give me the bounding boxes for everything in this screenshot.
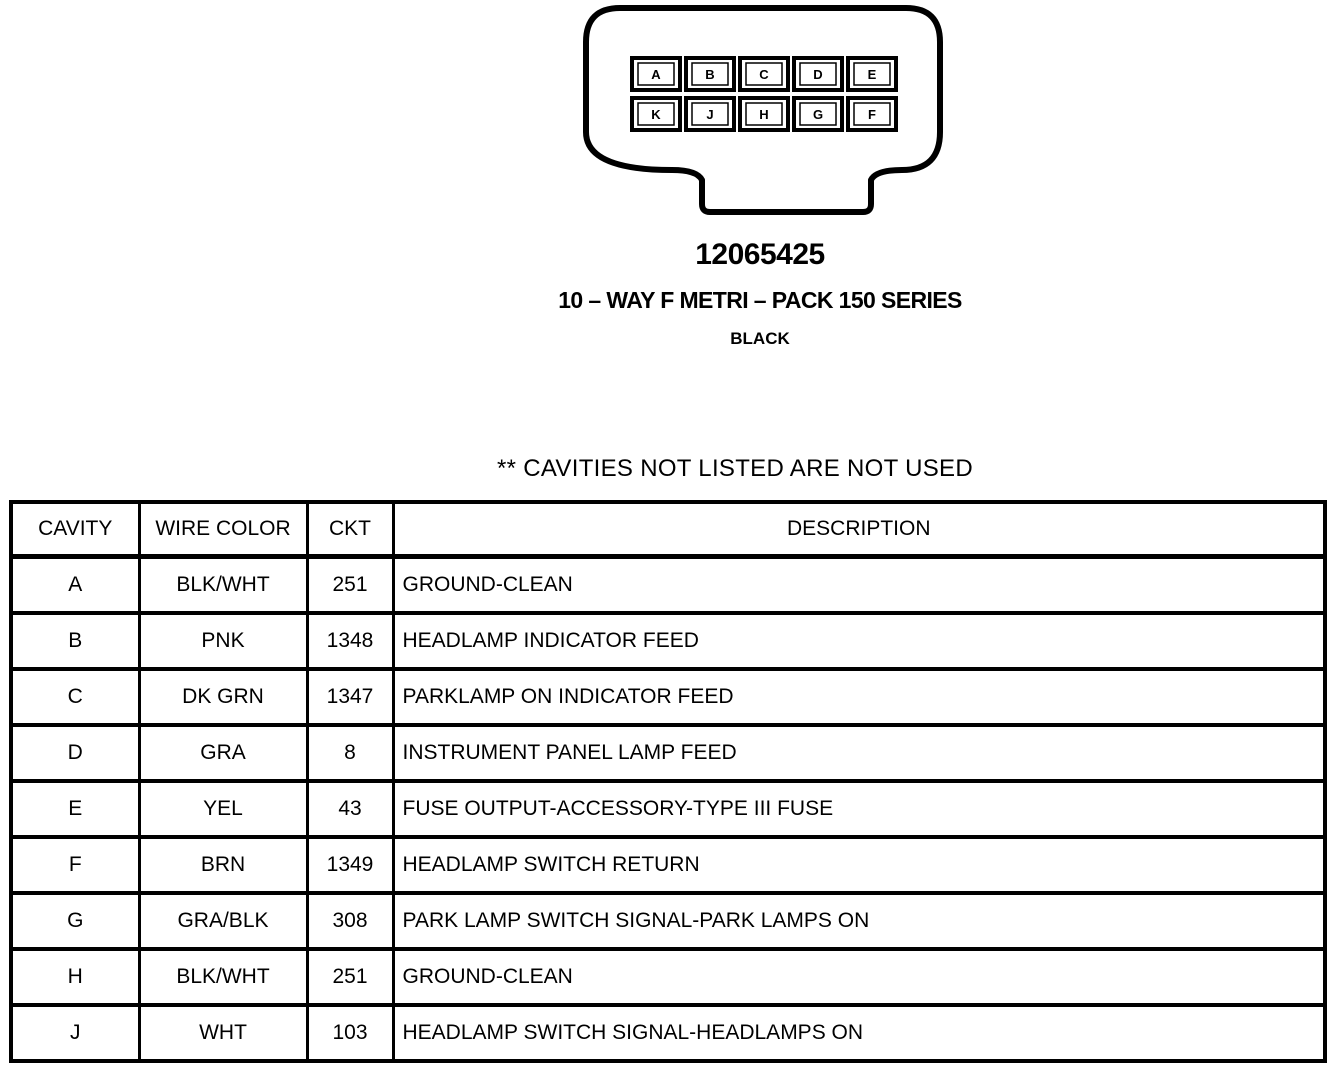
cell-wire-color: PNK [139, 613, 307, 669]
cavity-label: K [651, 107, 661, 122]
cell-ckt: 251 [307, 557, 393, 614]
cell-cavity: B [11, 613, 139, 669]
cell-wire-color: BLK/WHT [139, 557, 307, 614]
cavity-label: A [651, 67, 661, 82]
cell-ckt: 1348 [307, 613, 393, 669]
connector-diagram [580, 4, 946, 218]
cavity-label: H [759, 107, 769, 122]
cavity-label: B [705, 67, 715, 82]
header-description: DESCRIPTION [393, 502, 1325, 557]
cell-wire-color: DK GRN [139, 669, 307, 725]
table-row [11, 837, 1325, 893]
cell-description: PARK LAMP SWITCH SIGNAL-PARK LAMPS ON [393, 893, 1325, 949]
cell-cavity: J [11, 1005, 139, 1061]
table-row [11, 725, 1325, 781]
unused-cavities-note: ** CAVITIES NOT LISTED ARE NOT USED [497, 455, 973, 482]
cavity-label: F [868, 107, 876, 122]
cell-wire-color: BLK/WHT [139, 949, 307, 1005]
cell-wire-color: BRN [139, 837, 307, 893]
table-header-row [11, 502, 1325, 557]
cell-ckt: 1347 [307, 669, 393, 725]
cell-ckt: 43 [307, 781, 393, 837]
cell-description: GROUND-CLEAN [393, 557, 1325, 614]
header-wire-color: WIRE COLOR [139, 502, 307, 557]
cavity-label: C [759, 67, 769, 82]
cell-cavity: C [11, 669, 139, 725]
table-row [11, 1005, 1325, 1061]
cell-description: PARKLAMP ON INDICATOR FEED [393, 669, 1325, 725]
cell-cavity: H [11, 949, 139, 1005]
cell-ckt: 251 [307, 949, 393, 1005]
part-number: 12065425 [695, 238, 825, 271]
cavity-label: J [706, 107, 714, 122]
cell-description: HEADLAMP INDICATOR FEED [393, 613, 1325, 669]
cell-description: FUSE OUTPUT-ACCESSORY-TYPE III FUSE [393, 781, 1325, 837]
table-row [11, 893, 1325, 949]
cell-wire-color: GRA [139, 725, 307, 781]
cell-ckt: 1349 [307, 837, 393, 893]
cavity-label: G [812, 107, 824, 122]
cell-ckt: 103 [307, 1005, 393, 1061]
table-row [11, 613, 1325, 669]
pinout-table [9, 500, 1327, 1063]
cell-description: GROUND-CLEAN [393, 949, 1325, 1005]
cell-wire-color: YEL [139, 781, 307, 837]
cell-description: INSTRUMENT PANEL LAMP FEED [393, 725, 1325, 781]
cell-ckt: 308 [307, 893, 393, 949]
cell-wire-color: WHT [139, 1005, 307, 1061]
table-row [11, 949, 1325, 1005]
cell-ckt: 8 [307, 725, 393, 781]
cavity-label: D [813, 67, 823, 82]
table-row [11, 557, 1325, 614]
table-row [11, 781, 1325, 837]
cell-cavity: G [11, 893, 139, 949]
connector-color: BLACK [730, 329, 790, 348]
cell-cavity: D [11, 725, 139, 781]
header-cavity: CAVITY [11, 502, 139, 557]
connector-description: 10 – WAY F METRI – PACK 150 SERIES [558, 287, 962, 313]
cell-cavity: E [11, 781, 139, 837]
table-row [11, 669, 1325, 725]
cavity-label: E [867, 67, 877, 82]
cavity-grid [632, 58, 896, 130]
cell-cavity: A [11, 557, 139, 614]
cell-description: HEADLAMP SWITCH SIGNAL-HEADLAMPS ON [393, 1005, 1325, 1061]
cell-description: HEADLAMP SWITCH RETURN [393, 837, 1325, 893]
header-ckt: CKT [307, 502, 393, 557]
cell-cavity: F [11, 837, 139, 893]
cell-wire-color: GRA/BLK [139, 893, 307, 949]
